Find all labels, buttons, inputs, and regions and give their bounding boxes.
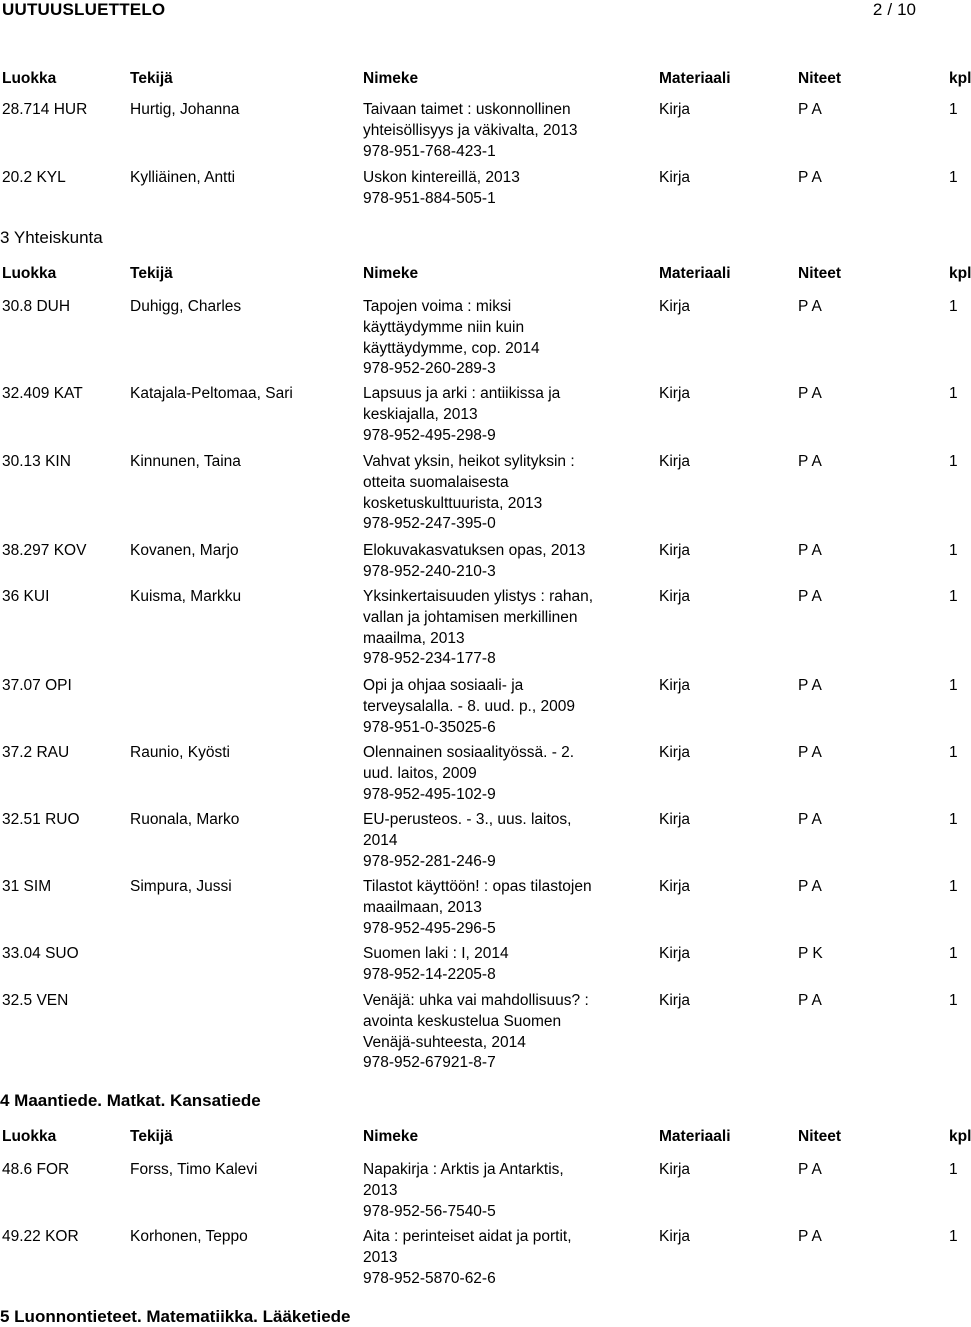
entry-title xyxy=(363,877,623,939)
entry-author: Kinnunen, Taina xyxy=(130,453,241,470)
page-number xyxy=(873,0,916,20)
entry-count: 1 xyxy=(949,744,958,761)
entry-classification: 32.51 RUO xyxy=(2,811,80,828)
entry-title-line: Vahvat yksin, heikot sylityksin : xyxy=(363,453,575,470)
entry-count: 1 xyxy=(949,945,958,962)
entry-classification: 28.714 HUR xyxy=(2,101,88,118)
entry-count: 1 xyxy=(949,677,958,694)
entry-title-line: Taivaan taimet : uskonnollinen xyxy=(363,101,571,118)
entry-title-line: maailmaan, 2013 xyxy=(363,898,482,916)
entry-title-line: Olennainen sosiaalityössä. - 2. xyxy=(363,744,575,761)
entry-title-line: Venäjä-suhteesta, 2014 xyxy=(363,1033,526,1051)
entry-title-line: otteita suomalaisesta xyxy=(363,473,509,491)
entry-copies-location: P A xyxy=(798,588,822,605)
entry-title-line: Yksinkertaisuuden ylistys : rahan, xyxy=(363,588,594,605)
entry-author: Duhigg, Charles xyxy=(130,298,242,315)
entry-material: Kirja xyxy=(659,453,691,470)
entry-material: Kirja xyxy=(659,677,691,694)
entry-title xyxy=(363,743,623,805)
entry-title xyxy=(363,1160,623,1222)
entry-copies-location: P A xyxy=(798,298,822,315)
entry-count: 1 xyxy=(949,811,958,828)
entry-title-line: Elokuvakasvatuksen opas, 2013 xyxy=(363,542,586,559)
entry-copies-location: P A xyxy=(798,1228,822,1245)
entry-count: 1 xyxy=(949,1161,958,1178)
entry-copies-location: P A xyxy=(798,1161,822,1178)
entry-author: Raunio, Kyösti xyxy=(130,744,230,761)
entry-copies-location: P A xyxy=(798,385,822,402)
entry-title xyxy=(363,1227,623,1289)
entry-title-line: käyttäydymme niin kuin xyxy=(363,318,525,336)
entry-title-line: Venäjä: uhka vai mahdollisuus? : xyxy=(363,992,589,1009)
document-title: UUTUUSLUETTELO xyxy=(2,0,166,19)
column-header-materiaali: Materiaali xyxy=(659,265,731,282)
entry-title-line: Tapojen voima : miksi xyxy=(363,298,512,315)
entry-material: Kirja xyxy=(659,542,691,559)
entry-author: Katajala-Peltomaa, Sari xyxy=(130,385,293,402)
column-header-kpl: kpl xyxy=(949,265,971,282)
column-header-kpl: kpl xyxy=(949,1128,971,1145)
entry-title xyxy=(363,452,623,535)
entry-count: 1 xyxy=(949,1228,958,1245)
entry-material: Kirja xyxy=(659,298,691,315)
entry-classification: 20.2 KYL xyxy=(2,169,66,186)
entry-copies-location: P A xyxy=(798,542,822,559)
entry-classification: 49.22 KOR xyxy=(2,1228,79,1245)
entry-author: Ruonala, Marko xyxy=(130,811,240,828)
entry-title-line: keskiajalla, 2013 xyxy=(363,405,478,423)
entry-material: Kirja xyxy=(659,992,691,1009)
entry-isbn: 978-952-67921-8-7 xyxy=(363,1054,496,1072)
page-separator: / xyxy=(887,0,893,19)
entry-copies-location: P A xyxy=(798,453,822,470)
entry-title xyxy=(363,587,623,670)
column-header-materiaali: Materiaali xyxy=(659,1128,731,1145)
entry-author: Hurtig, Johanna xyxy=(130,101,240,118)
entry-copies-location: P A xyxy=(798,811,822,828)
entry-title-line: Tilastot käyttöön! : opas tilastojen xyxy=(363,878,592,895)
column-header-row xyxy=(0,1128,971,1148)
entry-title-line: kosketuskulttuurista, 2013 xyxy=(363,494,543,512)
entry-author: Forss, Timo Kalevi xyxy=(130,1161,258,1178)
column-header-niteet: Niteet xyxy=(798,1128,842,1145)
entry-classification: 38.297 KOV xyxy=(2,542,87,559)
entry-material: Kirja xyxy=(659,1228,691,1245)
entry-material: Kirja xyxy=(659,385,691,402)
entry-author: Simpura, Jussi xyxy=(130,878,232,895)
entry-isbn: 978-952-240-210-3 xyxy=(363,562,496,580)
entry-title-line: Suomen laki : I, 2014 xyxy=(363,945,509,962)
entry-material: Kirja xyxy=(659,811,691,828)
entry-title xyxy=(363,384,623,446)
entry-title-line: Aita : perinteiset aidat ja portit, xyxy=(363,1228,572,1245)
entry-isbn: 978-952-495-298-9 xyxy=(363,426,496,444)
entry-copies-location: P A xyxy=(798,992,822,1009)
entry-isbn: 978-952-281-246-9 xyxy=(363,852,496,870)
entry-classification: 37.07 OPI xyxy=(2,677,72,694)
entry-classification: 31 SIM xyxy=(2,878,52,895)
entry-title xyxy=(363,541,623,583)
entry-title xyxy=(363,168,623,210)
entry-count: 1 xyxy=(949,588,958,605)
entry-count: 1 xyxy=(949,298,958,315)
entry-title-line: avointa keskustelua Suomen xyxy=(363,1012,562,1030)
entry-material: Kirja xyxy=(659,169,691,186)
entry-material: Kirja xyxy=(659,878,691,895)
entry-classification: 32.5 VEN xyxy=(2,992,69,1009)
entry-title-line: terveysalalla. - 8. uud. p., 2009 xyxy=(363,697,575,715)
entry-isbn: 978-952-5870-62-6 xyxy=(363,1269,496,1287)
entry-title-line: Uskon kintereillä, 2013 xyxy=(363,169,520,186)
entry-title xyxy=(363,944,623,986)
entry-classification: 30.13 KIN xyxy=(2,453,71,470)
entry-author: Korhonen, Teppo xyxy=(130,1228,248,1245)
entry-isbn: 978-952-56-7540-5 xyxy=(363,1202,496,1220)
entry-copies-location: P A xyxy=(798,677,822,694)
entry-classification: 48.6 FOR xyxy=(2,1161,70,1178)
entry-title-line: uud. laitos, 2009 xyxy=(363,764,477,782)
entry-title-line: maailma, 2013 xyxy=(363,629,465,647)
entry-title-line: Lapsuus ja arki : antiikissa ja xyxy=(363,385,561,402)
entry-isbn: 978-952-14-2205-8 xyxy=(363,965,496,983)
entry-title xyxy=(363,100,623,162)
entry-title xyxy=(363,297,623,380)
entry-count: 1 xyxy=(949,385,958,402)
column-header-row xyxy=(0,265,971,285)
entry-copies-location: P A xyxy=(798,101,822,118)
entry-author: Kovanen, Marjo xyxy=(130,542,239,559)
entry-copies-location: P A xyxy=(798,169,822,186)
section-title: 3 Yhteiskunta xyxy=(0,228,103,247)
entry-material: Kirja xyxy=(659,1161,691,1178)
entry-copies-location: P A xyxy=(798,878,822,895)
entry-count: 1 xyxy=(949,878,958,895)
column-header-luokka: Luokka xyxy=(2,1128,57,1145)
entry-copies-location: P K xyxy=(798,945,823,962)
entry-isbn: 978-952-260-289-3 xyxy=(363,360,496,378)
entry-isbn: 978-952-247-395-0 xyxy=(363,515,496,533)
entry-count: 1 xyxy=(949,453,958,470)
entry-material: Kirja xyxy=(659,744,691,761)
entry-author: Kuisma, Markku xyxy=(130,588,242,605)
entry-count: 1 xyxy=(949,101,958,118)
entry-isbn: 978-951-768-423-1 xyxy=(363,142,496,160)
entry-classification: 30.8 DUH xyxy=(2,298,71,315)
section-title: 4 Maantiede. Matkat. Kansatiede xyxy=(0,1091,261,1110)
column-header-luokka: Luokka xyxy=(2,265,57,282)
entry-title-line: 2013 xyxy=(363,1181,398,1199)
entry-material: Kirja xyxy=(659,101,691,118)
entry-classification: 36 KUI xyxy=(2,588,50,605)
entry-classification: 32.409 KAT xyxy=(2,385,83,402)
entry-classification: 33.04 SUO xyxy=(2,945,79,962)
column-header-kpl: kpl xyxy=(949,70,971,87)
column-header-luokka: Luokka xyxy=(2,70,57,87)
column-header-nimeke: Nimeke xyxy=(363,1128,419,1145)
column-header-nimeke: Nimeke xyxy=(363,265,419,282)
entry-isbn: 978-952-495-296-5 xyxy=(363,919,496,937)
entry-isbn: 978-952-234-177-8 xyxy=(363,650,496,668)
entry-title-line: Napakirja : Arktis ja Antarktis, xyxy=(363,1161,564,1178)
entry-title-line: käyttäydymme, cop. 2014 xyxy=(363,339,540,357)
column-header-niteet: Niteet xyxy=(798,265,842,282)
entry-copies-location: P A xyxy=(798,744,822,761)
entry-title-line: vallan ja johtamisen merkillinen xyxy=(363,608,578,626)
entry-title xyxy=(363,810,623,872)
entry-classification: 37.2 RAU xyxy=(2,744,70,761)
entry-material: Kirja xyxy=(659,945,691,962)
entry-isbn: 978-951-0-35025-6 xyxy=(363,718,496,736)
column-header-nimeke: Nimeke xyxy=(363,70,419,87)
entry-title-line: 2014 xyxy=(363,831,398,849)
entry-title-line: Opi ja ohjaa sosiaali- ja xyxy=(363,677,524,694)
column-header-tekija: Tekijä xyxy=(130,70,173,87)
section-title: 5 Luonnontieteet. Matematiikka. Lääketiede xyxy=(0,1307,351,1326)
entry-title xyxy=(363,676,623,738)
column-header-tekija: Tekijä xyxy=(130,1128,173,1145)
entry-title-line: EU-perusteos. - 3., uus. laitos, xyxy=(363,811,572,828)
entry-author: Kylliäinen, Antti xyxy=(130,169,236,186)
entry-title-line: 2013 xyxy=(363,1248,398,1266)
entry-title xyxy=(363,991,623,1074)
page-current: 2 xyxy=(872,0,883,19)
entry-title-line: yhteisöllisyys ja väkivalta, 2013 xyxy=(363,121,578,139)
entry-count: 1 xyxy=(949,169,958,186)
column-header-niteet: Niteet xyxy=(798,70,842,87)
column-header-tekija: Tekijä xyxy=(130,265,173,282)
page-total: 10 xyxy=(897,0,916,19)
entry-count: 1 xyxy=(949,542,958,559)
entry-isbn: 978-951-884-505-1 xyxy=(363,189,496,207)
entry-material: Kirja xyxy=(659,588,691,605)
column-header-materiaali: Materiaali xyxy=(659,70,731,87)
entry-count: 1 xyxy=(949,992,958,1009)
column-header-row xyxy=(0,70,971,90)
entry-isbn: 978-952-495-102-9 xyxy=(363,785,496,803)
